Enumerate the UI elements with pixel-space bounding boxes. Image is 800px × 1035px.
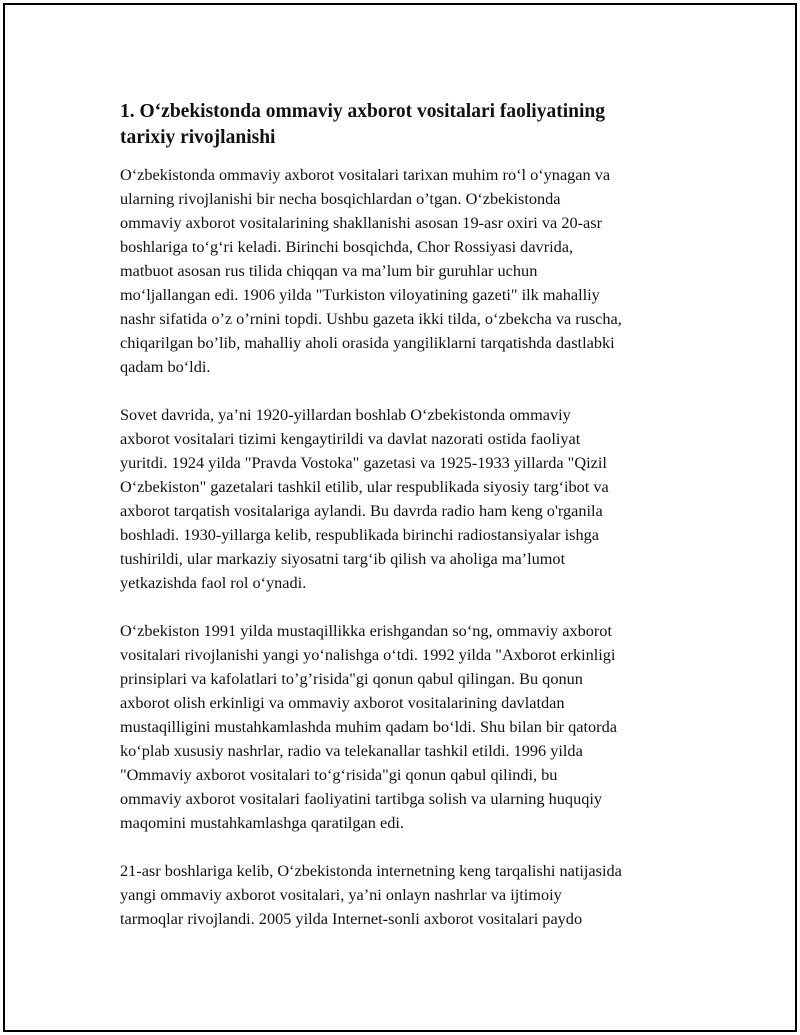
paragraph-4: 21-asr boshlariga kelib, O‘zbekistonda internetning keng tarqalishi natijasida yangi ommaviy axborot vositalari, ya’ni onlayn nashrlar va ijtimoiy tarmoqlar rivojlandi. 2005 yilda Internet-sonli axborot vositalari paydo: [120, 861, 622, 928]
paragraph-1: O‘zbekistonda ommaviy axborot vositalari tarixan muhim ro‘l o‘ynagan va ularning rivojlanishi bir necha bosqichlardan o’tgan. O‘zbekistonda ommaviy axborot vositalarining shakllanishi asosan 19-asr oxiri va 20-asr boshlariga to‘g‘ri keladi. Birinchi bosqichda, Chor Rossiyasi davrida, matbuot asosan rus tilida chiqqan va ma’lum bir guruhlar uchun mo‘ljallangan edi. 1906 yilda "Turkiston viloyatining gazeti" ilk mahalliy nashr sifatida o’z o’rnini topdi. Ushbu gazeta ikki tilda, o‘zbekcha va ruscha, chiqarilgan bo’lib, mahalliy aholi orasida yangiliklarni tarqatishda dastlabki qadam bo‘ldi.: [120, 165, 622, 376]
paragraph-2: Sovet davrida, ya’ni 1920-yillardan boshlab O‘zbekistonda ommaviy axborot vositalari tizimi kengaytirildi va davlat nazorati ostida faoliyat yuritdi. 1924 yilda "Pravda Vostoka" gazetasi va 1925-1933 yillarda "Qizil O‘zbekiston" gazetalari tashkil etilib, ular respublikada siyosiy targ‘ibot va axborot tarqatish vositalariga aylandi. Bu davrda radio ham keng o'rganila boshladi. 1930-yillarga kelib, respublikada birinchi radiostansiyalar ishga tushirildi, ular markaziy siyosatni targ‘ib qilish va aholiga ma’lumot yetkazishda faol rol o‘ynadi.: [120, 405, 609, 592]
paragraph-3: O‘zbekiston 1991 yilda mustaqillikka erishgandan so‘ng, ommaviy axborot vositalari rivojlanishi yangi yo‘nalishga o‘tdi. 1992 yilda "Axborot erkinligi prinsiplari va kafolatlari to’g’risida"gi qonun qabul qilingan. Bu qonun axborot olish erkinligi va ommaviy axborot vositalarining davlatdan mustaqilligini mustahkamlashda muhim qadam bo‘ldi. Shu bilan bir qatorda ko‘plab xususiy nashrlar, radio va telekanallar tashkil etildi. 1996 yilda "Ommaviy axborot vositalari to‘g‘risida"gi qonun qabul qilindi, bu ommaviy axborot vositalari faoliyatini tartibga solish va ularning huquqiy maqomini mustahkamlashga qaratilgan edi.: [120, 621, 617, 832]
document-body: [120, 99, 700, 955]
page: [3, 3, 797, 1032]
section-heading: 1. O‘zbekistonda ommaviy axborot vositalari faoliyatining tarixiy rivojlanishi: [120, 101, 605, 148]
